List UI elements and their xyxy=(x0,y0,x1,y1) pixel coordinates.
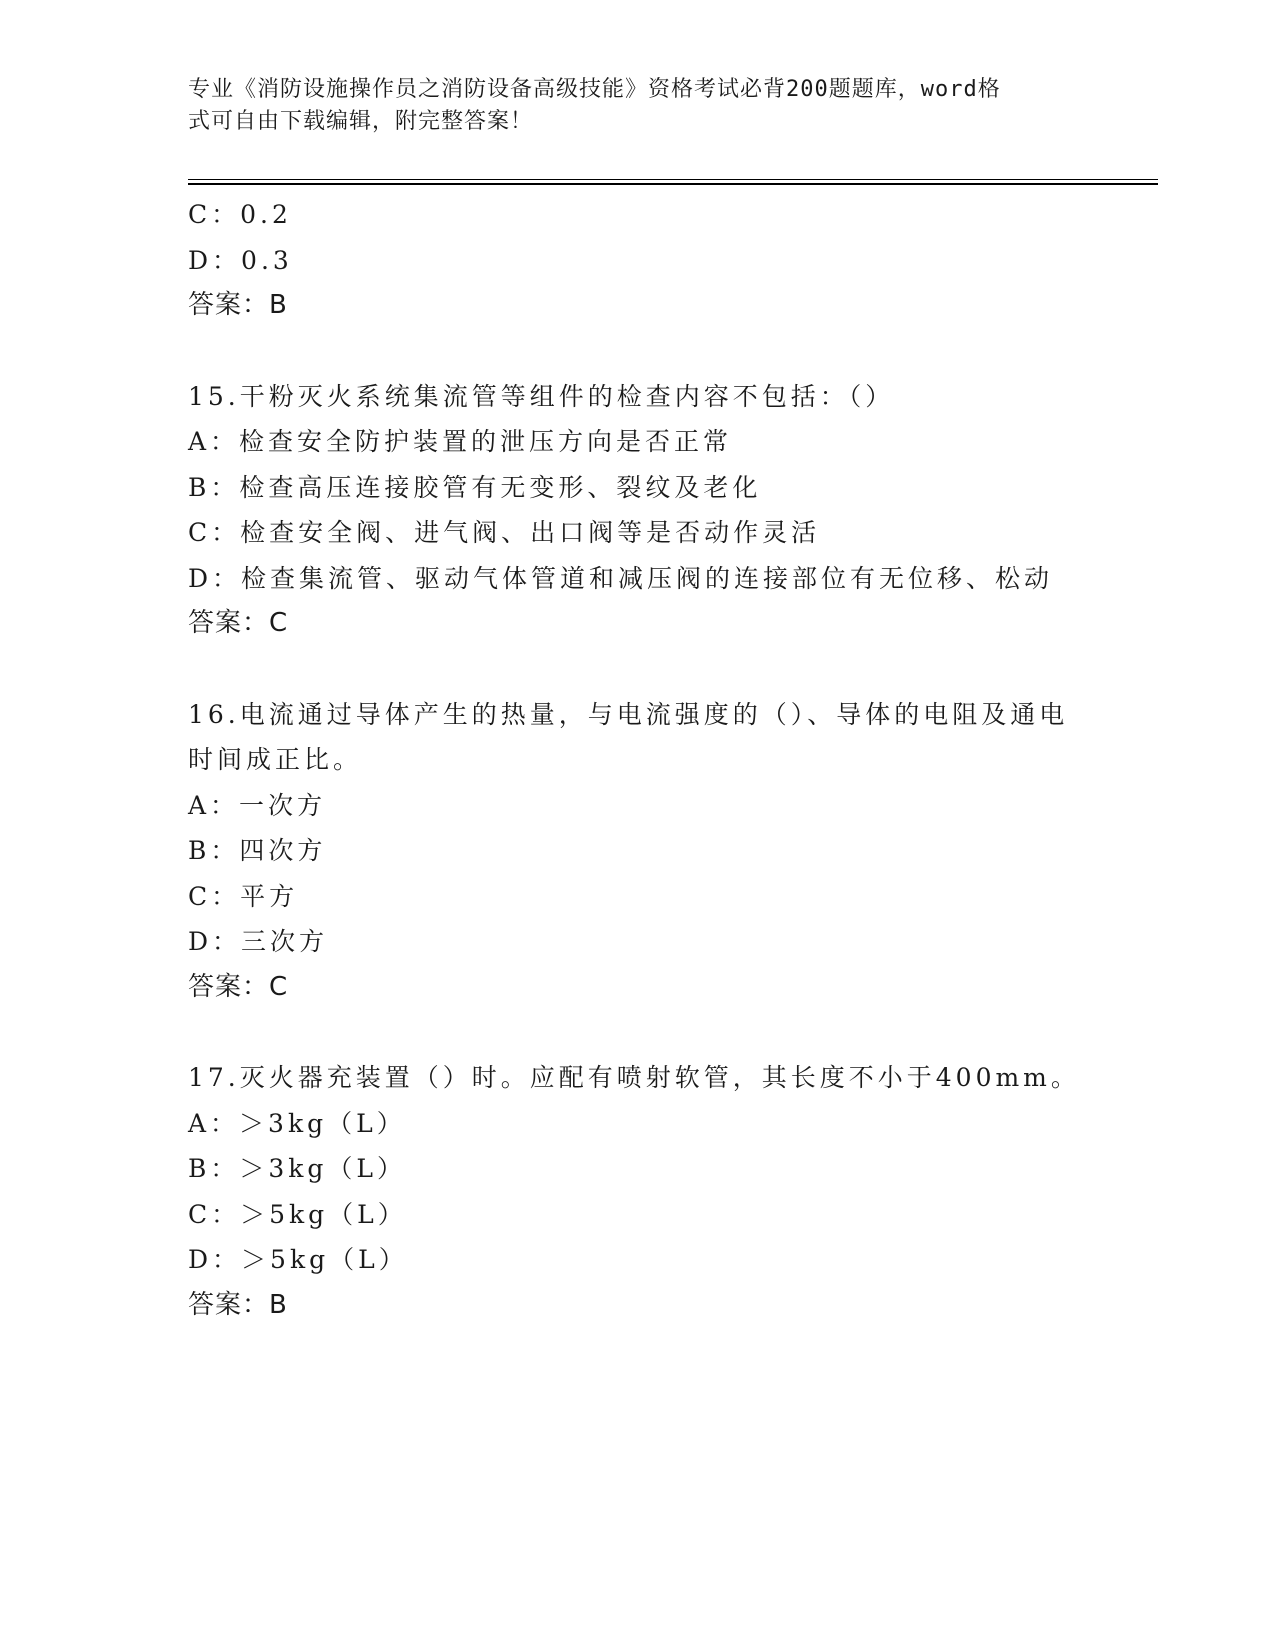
option-c: C：0.2 xyxy=(188,200,292,229)
option-d: D：三次方 xyxy=(188,927,329,956)
option-a: A：检查安全防护装置的泄压方向是否正常 xyxy=(188,427,733,456)
answer-line: 答案：B xyxy=(188,290,288,320)
header-line-2: 式可自由下载编辑，附完整答案！ xyxy=(188,109,534,134)
option-d: D：检查集流管、驱动气体管道和减压阀的连接部位有无位移、松动 xyxy=(188,563,1054,593)
previous-question-tail xyxy=(188,192,1088,329)
header-line-1: 专业《消防设施操作员之消防设备高级技能》资格考试必背200题题库，word格 xyxy=(188,77,1001,102)
option-b: B：检查高压连接胶管有无变形、裂纹及老化 xyxy=(188,472,762,502)
option-a: A：＞3kg（L） xyxy=(188,1108,406,1138)
option-c: C：＞5kg（L） xyxy=(188,1199,407,1229)
question-15 xyxy=(188,374,1088,647)
document-header xyxy=(188,74,1068,138)
question-17 xyxy=(188,1055,1088,1328)
question-stem: 17.灭火器充装置（）时。应配有喷射软管，其长度不小于400mm。 xyxy=(188,1063,1080,1092)
question-content xyxy=(188,192,1088,1328)
header-rule-thin xyxy=(188,179,1158,180)
option-a: A：一次方 xyxy=(188,790,327,820)
answer-line: 答案：C xyxy=(188,608,289,638)
answer-line: 答案：C xyxy=(188,971,289,1002)
option-c: C：检查安全阀、进气阀、出口阀等是否动作灵活 xyxy=(188,518,821,547)
question-stem: 15.干粉灭火系统集流管等组件的检查内容不包括：（） xyxy=(188,381,895,411)
answer-line: 答案：B xyxy=(188,1289,288,1320)
option-b: B：＞3kg（L） xyxy=(188,1154,407,1183)
option-b: B：四次方 xyxy=(188,836,327,865)
question-16 xyxy=(188,692,1088,1011)
option-d: D：＞5kg（L） xyxy=(188,1245,408,1274)
option-d: D：0.3 xyxy=(188,245,293,275)
question-stem-line-1: 16.电流通过导体产生的热量，与电流强度的（）、导体的电阻及通电 xyxy=(188,699,1069,729)
option-c: C：平方 xyxy=(188,881,299,911)
header-rule-thick xyxy=(188,183,1158,185)
question-stem-line-2: 时间成正比。 xyxy=(188,745,363,774)
